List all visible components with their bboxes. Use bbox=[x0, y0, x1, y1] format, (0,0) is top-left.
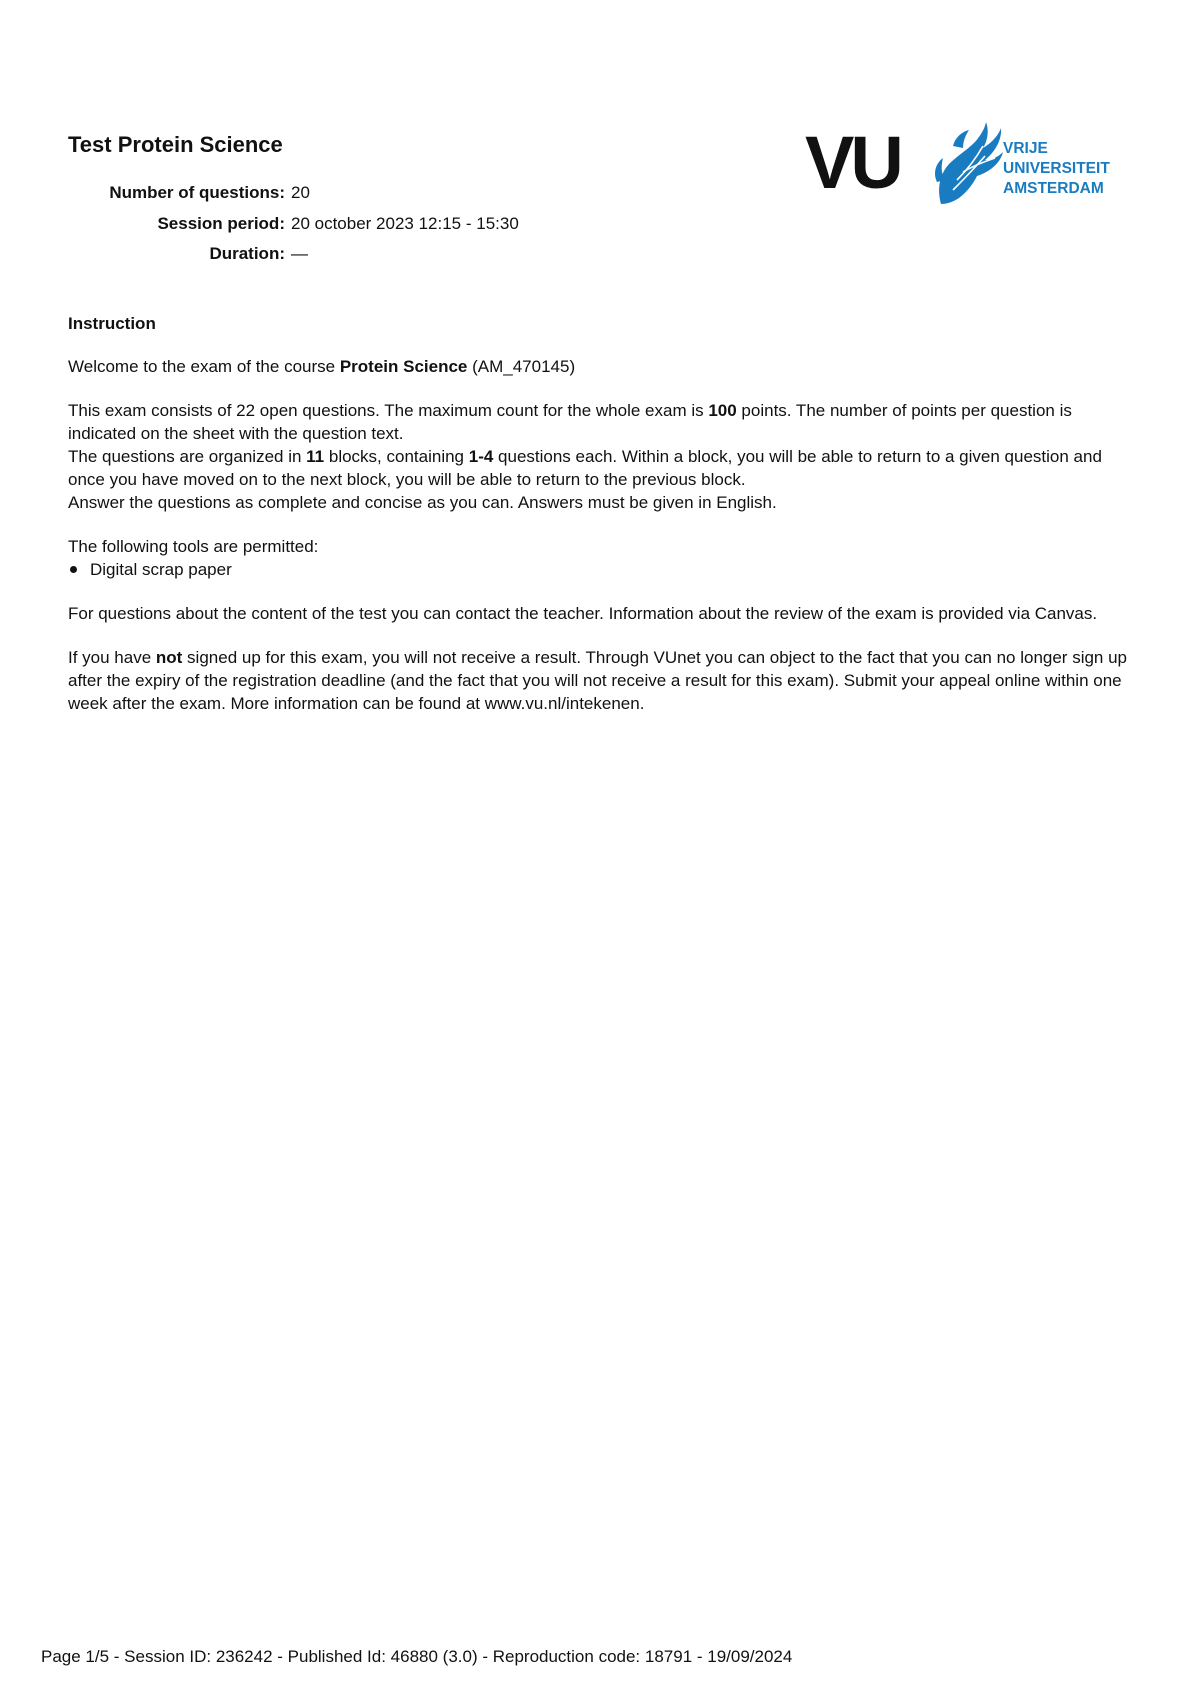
meta-value: 20 october 2023 12:15 - 15:30 bbox=[291, 213, 519, 233]
griffin-icon bbox=[923, 120, 1003, 206]
meta-value: 20 bbox=[291, 183, 310, 202]
structure-text: The questions are organized in bbox=[68, 447, 307, 466]
page-footer: Page 1/5 - Session ID: 236242 - Published Id: 46880 (3.0) - Reproduction code: 18791 - 19/09/2024 bbox=[41, 1647, 793, 1666]
logo-line: VRIJE bbox=[1003, 140, 1048, 157]
max-points: 100 bbox=[708, 401, 737, 420]
signup-paragraph bbox=[68, 646, 1143, 715]
meta-row-duration bbox=[0, 239, 519, 270]
course-name: Protein Science bbox=[339, 357, 468, 376]
page-title: Test Protein Science bbox=[68, 132, 283, 157]
logo-line: UNIVERSITEIT bbox=[1003, 160, 1110, 177]
university-logo bbox=[805, 120, 1125, 210]
tools-list bbox=[68, 558, 1143, 581]
instruction-section bbox=[68, 312, 1143, 736]
list-item: Digital scrap paper bbox=[68, 558, 1143, 581]
structure-text: questions each. Within a block, you will be able to return to a given question and once you have moved on to the next block, you will be able to return to the previous block. bbox=[68, 447, 1102, 489]
welcome-suffix: (AM_470145) bbox=[467, 357, 576, 376]
signup-not: not bbox=[155, 648, 183, 667]
structure-text: Answer the questions as complete and concise as you can. Answers must be given in English. bbox=[68, 493, 777, 512]
logo-line: AMSTERDAM bbox=[1003, 180, 1104, 197]
logo-letters: VU bbox=[805, 121, 900, 204]
signup-text: If you have bbox=[68, 648, 156, 667]
instruction-heading: Instruction bbox=[68, 314, 156, 333]
logo-wordmark bbox=[1003, 139, 1110, 199]
questions-per-block: 1-4 bbox=[468, 447, 494, 466]
welcome-prefix: Welcome to the exam of the course bbox=[68, 357, 340, 376]
signup-text: signed up for this exam, you will not receive a result. Through VUnet you can object to the fact that you can no longer sign up after the expiry of the registration deadline (and the fact that you will not receive a result for this exam). Submit your appeal online within one week after the exam. More information can be found at www.vu.nl/intekenen. bbox=[68, 648, 1128, 713]
contact-paragraph: For questions about the content of the test you can contact the teacher. Information about the review of the exam is provided via Canvas. bbox=[68, 604, 1098, 623]
exam-meta bbox=[0, 178, 519, 270]
welcome-paragraph bbox=[68, 355, 1143, 378]
meta-label: Session period : bbox=[0, 209, 291, 240]
block-count: 11 bbox=[306, 447, 325, 466]
structure-text: This exam consists of 22 open questions. The maximum count for the whole exam is bbox=[68, 401, 709, 420]
structure-text: points. The number of points per question is indicated on the sheet with the question text. bbox=[68, 401, 1072, 443]
exam-structure-paragraph bbox=[68, 399, 1143, 514]
meta-label: Duration : bbox=[0, 239, 291, 270]
meta-value: — bbox=[291, 244, 308, 263]
meta-row-session bbox=[0, 209, 519, 240]
tools-intro: The following tools are permitted: bbox=[68, 537, 319, 556]
meta-row-questions bbox=[0, 178, 519, 209]
meta-label: Number of questions : bbox=[0, 178, 291, 209]
structure-text: blocks, containing bbox=[324, 447, 469, 466]
